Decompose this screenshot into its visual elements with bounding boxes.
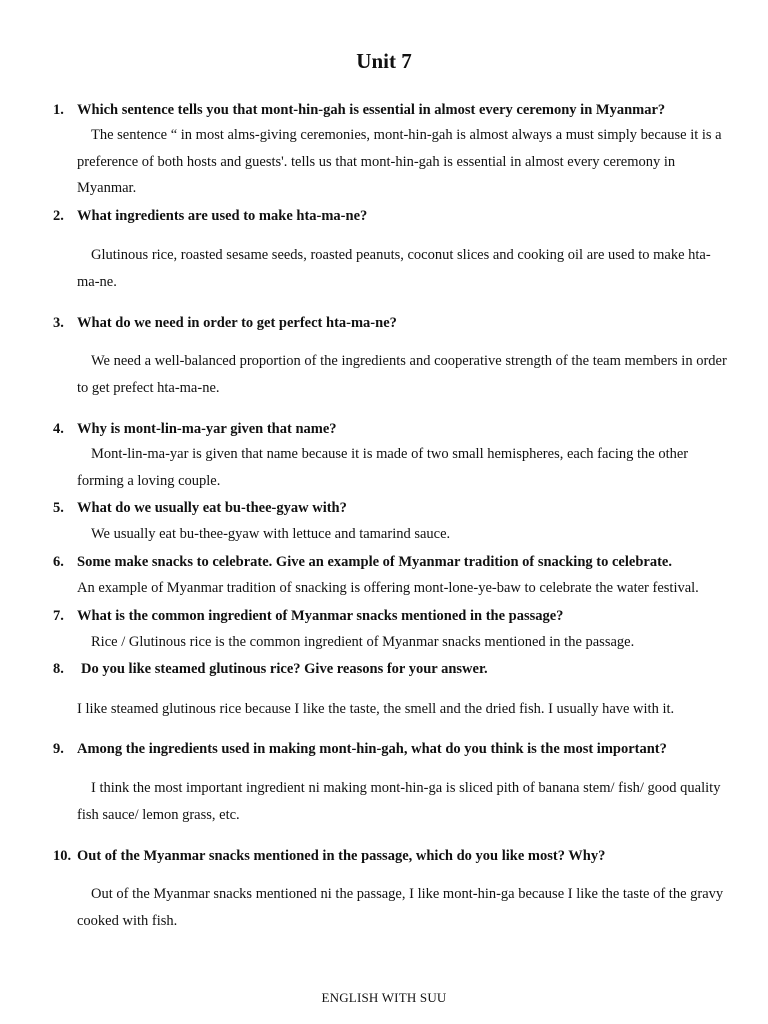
question-text: Which sentence tells you that mont-hin-gah is essential in almost every ceremony in Myanmar? (77, 102, 666, 118)
answer-text: Glutinous rice, roasted sesame seeds, roasted peanuts, coconut slices and cooking oil are used to make hta-ma-ne. (77, 247, 711, 290)
question-text: Why is mont-lin-ma-yar given that name? (77, 421, 337, 437)
question-text: What is the common ingredient of Myanmar snacks mentioned in the passage? (77, 608, 564, 624)
answer-text: I like steamed glutinous rice because I like the taste, the smell and the dried fish. I usually have with it. (77, 701, 675, 717)
page-title: Unit 7 (356, 49, 412, 73)
question-number: 3. (53, 315, 64, 331)
question-text: What ingredients are used to make hta-ma-ne? (77, 208, 368, 224)
answer-text: We usually eat bu-thee-gyaw with lettuce and tamarind sauce. (91, 526, 451, 542)
answer-text: Out of the Myanmar snacks mentioned ni the passage, I like mont-hin-ga because I like the taste of the gravy cooked with fish. (77, 886, 724, 929)
question-number: 7. (53, 608, 64, 624)
answer-text: Rice / Glutinous rice is the common ingredient of Myanmar snacks mentioned in the passage. (91, 634, 635, 650)
answer-text: Mont-lin-ma-yar is given that name because it is made of two small hemispheres, each facing the other forming a loving couple. (77, 446, 689, 489)
question-number: 8. (53, 661, 64, 677)
question-text: Out of the Myanmar snacks mentioned in the passage, which do you like most? Why? (77, 848, 606, 864)
question-text: What do we need in order to get perfect hta-ma-ne? (77, 315, 397, 331)
answer-text: I think the most important ingredient ni making mont-hin-ga is sliced pith of banana stem/ fish/ good quality fish sauce/ lemon grass, etc. (77, 780, 721, 823)
question-text: What do we usually eat bu-thee-gyaw with? (77, 500, 347, 516)
question-number: 9. (53, 741, 64, 757)
question-number: 5. (53, 500, 64, 516)
question-number: 2. (53, 208, 64, 224)
question-number: 6. (53, 554, 64, 570)
answer-text: We need a well-balanced proportion of the ingredients and cooperative strength of the team members in order to get prefect hta-ma-ne. (77, 353, 727, 396)
answer-text: An example of Myanmar tradition of snacking is offering mont-lone-ye-baw to celebrate the water festival. (77, 580, 699, 596)
page-footer: ENGLISH WITH SUU (321, 990, 447, 1005)
question-text: Do you like steamed glutinous rice? Give reasons for your answer. (81, 661, 488, 677)
question-number: 4. (53, 421, 64, 437)
question-number: 10. (53, 848, 72, 864)
question-text: Some make snacks to celebrate. Give an example of Myanmar tradition of snacking to celebrate. (77, 554, 672, 570)
question-text: Among the ingredients used in making mont-hin-gah, what do you think is the most important? (77, 741, 667, 757)
question-number: 1. (53, 102, 64, 118)
answer-text: The sentence “ in most alms-giving ceremonies, mont-hin-gah is almost always a must simply because it is a preference of both hosts and guests'. tells us that mont-hin-gah is essential in almost every ceremony in Myanmar. (77, 127, 722, 196)
